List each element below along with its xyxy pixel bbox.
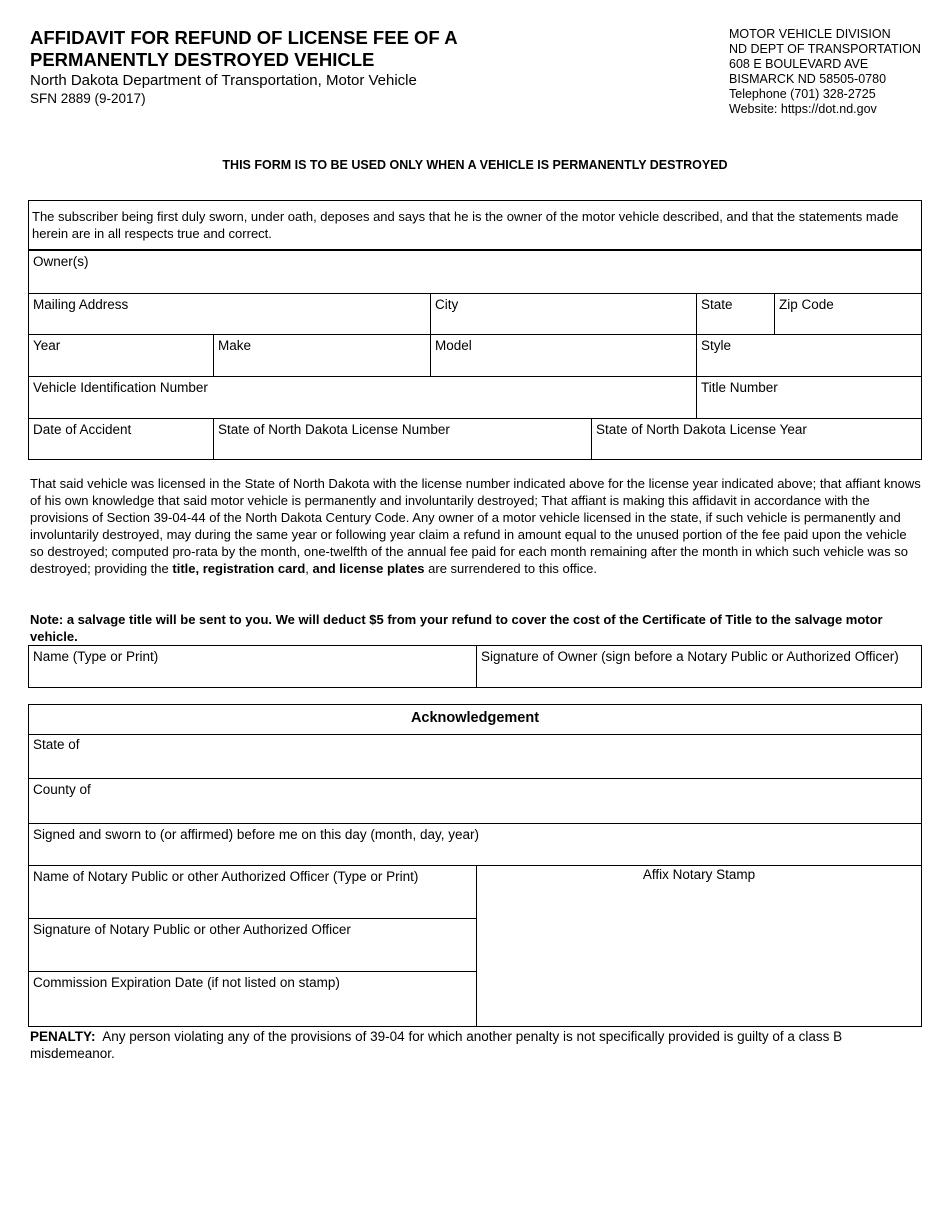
state-of-label: State of [33,737,80,752]
county-of-field[interactable] [29,779,921,824]
zip-code-label: Zip Code [779,297,834,312]
address-line: ND DEPT OF TRANSPORTATION [729,42,921,56]
notary-signature-label: Signature of Notary Public or other Authorized Officer [33,922,351,937]
date-of-accident-label: Date of Accident [33,422,132,437]
city-label: City [435,297,459,312]
owner-name-label: Name (Type or Print) [33,649,159,664]
refund-statement-text: That said vehicle was licensed in the State of North Dakota with the license number indicated above for the license year indicated above; that affiant knows of his own knowledge that said motor vehicle is permanently and involuntarily destroyed; That affiant is making this affidavit in accordance with the provisions of Section 39-04-44 of the North Dakota Century Code. Any owner of a motor vehicle licensed in the state, if such vehicle is permanently and involuntarily destroyed, may during the same year or following year claim a refund in amount equal to the unused portion of the fee paid upon the vehicle so destroyed; computed pro-rata by the month, one-twelfth of the annual fee paid for each month remaining after the month in which such vehicle was so destroyed; providing the [30,476,921,576]
license-number-field[interactable] [213,418,591,459]
address-line: Telephone (701) 328-2725 [729,87,876,101]
owners-field[interactable] [28,251,922,293]
address-line: MOTOR VEHICLE DIVISION [729,27,891,41]
address-line: Website: https://dot.nd.gov [729,102,877,116]
address-line: BISMARCK ND 58505-0780 [729,72,887,86]
notary-name-field[interactable] [29,866,476,919]
form-title-line-2: PERMANENTLY DESTROYED VEHICLE [30,49,375,70]
vehicle-info-grid [28,251,922,460]
year-label: Year [33,338,61,353]
state-label: State [701,297,733,312]
city-field[interactable] [430,293,696,334]
style-label: Style [701,338,732,353]
acknowledgement-section [28,704,922,1027]
mailing-address-label: Mailing Address [33,297,129,312]
bold-documents-1: title, registration card [172,561,306,576]
signed-sworn-date-field[interactable] [29,824,921,866]
make-field[interactable] [213,334,430,376]
notary-name-label: Name of Notary Public or other Authorized Officer (Type or Print) [33,869,419,884]
vin-label: Vehicle Identification Number [33,380,208,395]
acknowledgement-heading: Acknowledgement [29,705,921,735]
title-number-field[interactable] [696,376,921,418]
commission-expiration-label: Commission Expiration Date (if not listed on stamp) [33,975,340,990]
owner-signature-label: Signature of Owner (sign before a Notary Public or Authorized Officer) [481,649,899,664]
form-number: SFN 2889 (9-2017) [30,91,146,106]
license-year-field[interactable] [591,418,921,459]
title-number-label: Title Number [701,380,778,395]
refund-statement-end: are surrendered to this office. [424,561,597,576]
form-title [30,27,458,71]
license-year-label: State of North Dakota License Year [596,422,807,437]
owner-name-field[interactable] [29,646,476,687]
commission-expiration-field[interactable] [29,972,476,1026]
notary-signature-field[interactable] [29,919,476,972]
zip-code-field[interactable] [774,293,921,334]
state-field[interactable] [696,293,774,334]
owners-label: Owner(s) [33,254,89,269]
agency-address [729,27,921,117]
model-field[interactable] [430,334,696,376]
salvage-note: Note: a salvage title will be sent to you. We will deduct $5 from your refund to cover the cost of the Certificate of Title to the salvage motor vehicle. [30,612,883,644]
notary-stamp-area[interactable] [476,866,921,1026]
penalty-notice [30,1028,922,1062]
mailing-address-field[interactable] [28,293,430,334]
comma-separator: , [305,561,313,576]
owner-signature-row [28,645,922,688]
form-subtitle: North Dakota Department of Transportation, Motor Vehicle [30,72,417,89]
license-number-label: State of North Dakota License Number [218,422,450,437]
penalty-label: PENALTY: [30,1029,96,1044]
refund-statement [30,475,922,577]
sworn-statement: The subscriber being first duly sworn, under oath, deposes and says that he is the owner of the motor vehicle described, and that the statements made herein are in all respects true and correct. [28,200,922,251]
vin-field[interactable] [28,376,696,418]
bold-documents-2: and license plates [312,561,425,576]
date-of-accident-field[interactable] [28,418,213,459]
style-field[interactable] [696,334,921,376]
usage-notice: THIS FORM IS TO BE USED ONLY WHEN A VEHICLE IS PERMANENTLY DESTROYED [222,158,728,172]
county-of-label: County of [33,782,91,797]
owner-signature-field[interactable] [476,646,921,687]
form-title-line-1: AFFIDAVIT FOR REFUND OF LICENSE FEE OF A [30,27,458,48]
year-field[interactable] [28,334,213,376]
signed-sworn-label: Signed and sworn to (or affirmed) before me on this day (month, day, year) [33,827,479,842]
address-line: 608 E BOULEVARD AVE [729,57,869,71]
state-of-field[interactable] [29,734,921,779]
penalty-text: Any person violating any of the provisions of 39-04 for which another penalty is not specifically provided is guilty of a class B misdemeanor. [30,1029,846,1061]
model-label: Model [435,338,472,353]
make-label: Make [218,338,252,353]
notary-stamp-label: Affix Notary Stamp [642,867,756,882]
